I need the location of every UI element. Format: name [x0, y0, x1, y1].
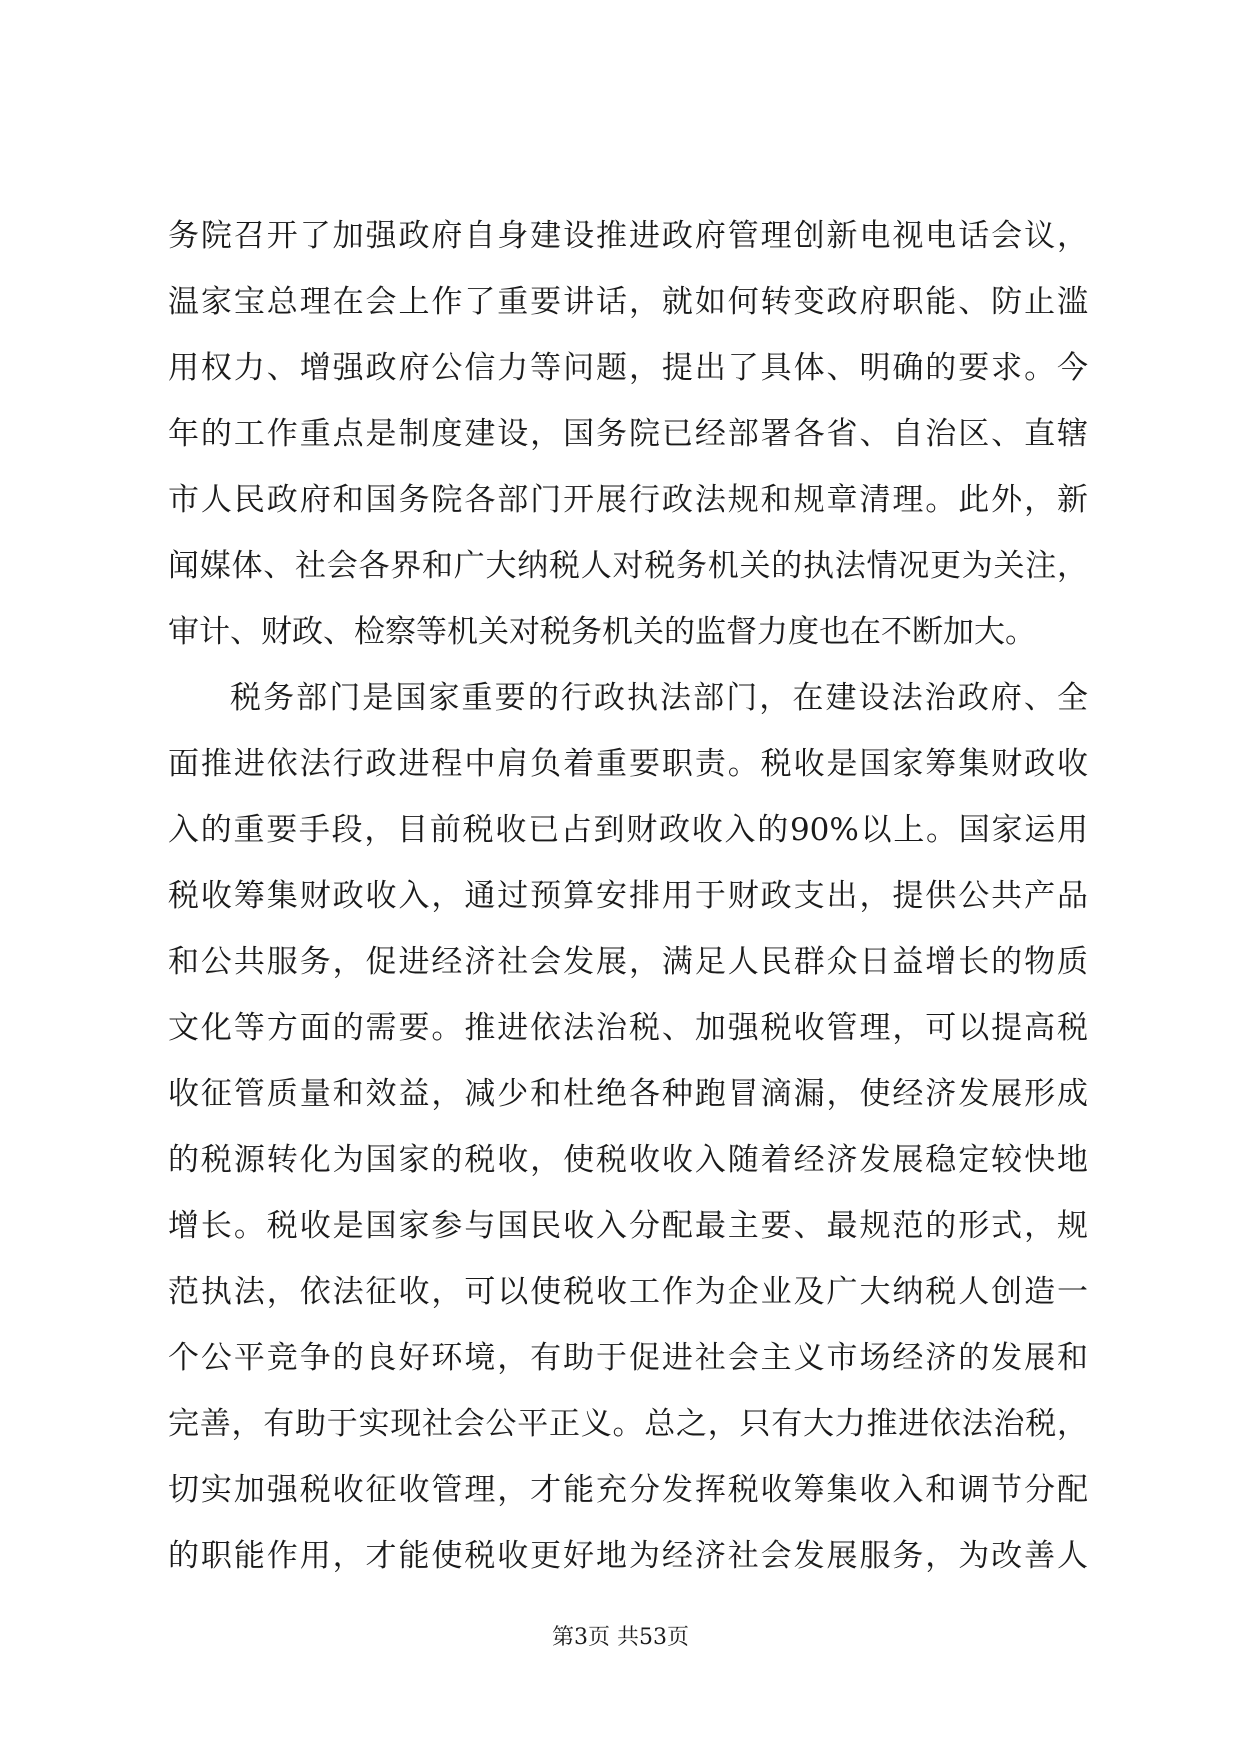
body-text [168, 203, 1088, 1589]
text-line: 收征管质量和效益，减少和杜绝各种跑冒滴漏，使经济发展形成 [168, 1076, 1088, 1112]
text-line: 市人民政府和国务院各部门开展行政法规和规章清理。此外，新 [168, 482, 1088, 518]
page-number-footer: 第3页 共53页 [552, 1625, 689, 1650]
text-line: 税收筹集财政收入，通过预算安排用于财政支出，提供公共产品 [168, 878, 1088, 914]
text-line: 增长。税收是国家参与国民收入分配最主要、最规范的形式，规 [168, 1208, 1088, 1244]
text-line: 个公平竞争的良好环境，有助于促进社会主义市场经济的发展和 [168, 1340, 1088, 1376]
text-line: 闻媒体、社会各界和广大纳税人对税务机关的执法情况更为关注， [168, 548, 1088, 584]
text-line: 用权力、增强政府公信力等问题，提出了具体、明确的要求。今 [168, 350, 1088, 386]
text-line: 完善，有助于实现社会公平正义。总之，只有大力推进依法治税， [168, 1406, 1088, 1442]
text-line: 温家宝总理在会上作了重要讲话，就如何转变政府职能、防止滥 [168, 284, 1088, 320]
text-line: 的职能作用，才能使税收更好地为经济社会发展服务，为改善人 [168, 1538, 1088, 1574]
text-line: 的税源转化为国家的税收，使税收收入随着经济发展稳定较快地 [168, 1142, 1088, 1178]
text-line: 切实加强税收征收管理，才能充分发挥税收筹集收入和调节分配 [168, 1472, 1088, 1508]
text-line: 审计、财政、检察等机关对税务机关的监督力度也在不断加大。 [168, 614, 1036, 650]
text-line: 务院召开了加强政府自身建设推进政府管理创新电视电话会议， [168, 218, 1088, 254]
text-line: 和公共服务，促进经济社会发展，满足人民群众日益增长的物质 [168, 944, 1088, 980]
paragraph-first-line: 税务部门是国家重要的行政执法部门，在建设法治政府、全 [230, 680, 1088, 716]
text-line: 年的工作重点是制度建设，国务院已经部署各省、自治区、直辖 [168, 416, 1088, 452]
text-line: 文化等方面的需要。推进依法治税、加强税收管理，可以提高税 [168, 1010, 1088, 1046]
text-line: 入的重要手段，目前税收已占到财政收入的90%以上。国家运用 [168, 812, 1088, 848]
text-line: 面推进依法行政进程中肩负着重要职责。税收是国家筹集财政收 [168, 746, 1088, 782]
text-line: 范执法，依法征收，可以使税收工作为企业及广大纳税人创造一 [168, 1274, 1088, 1310]
